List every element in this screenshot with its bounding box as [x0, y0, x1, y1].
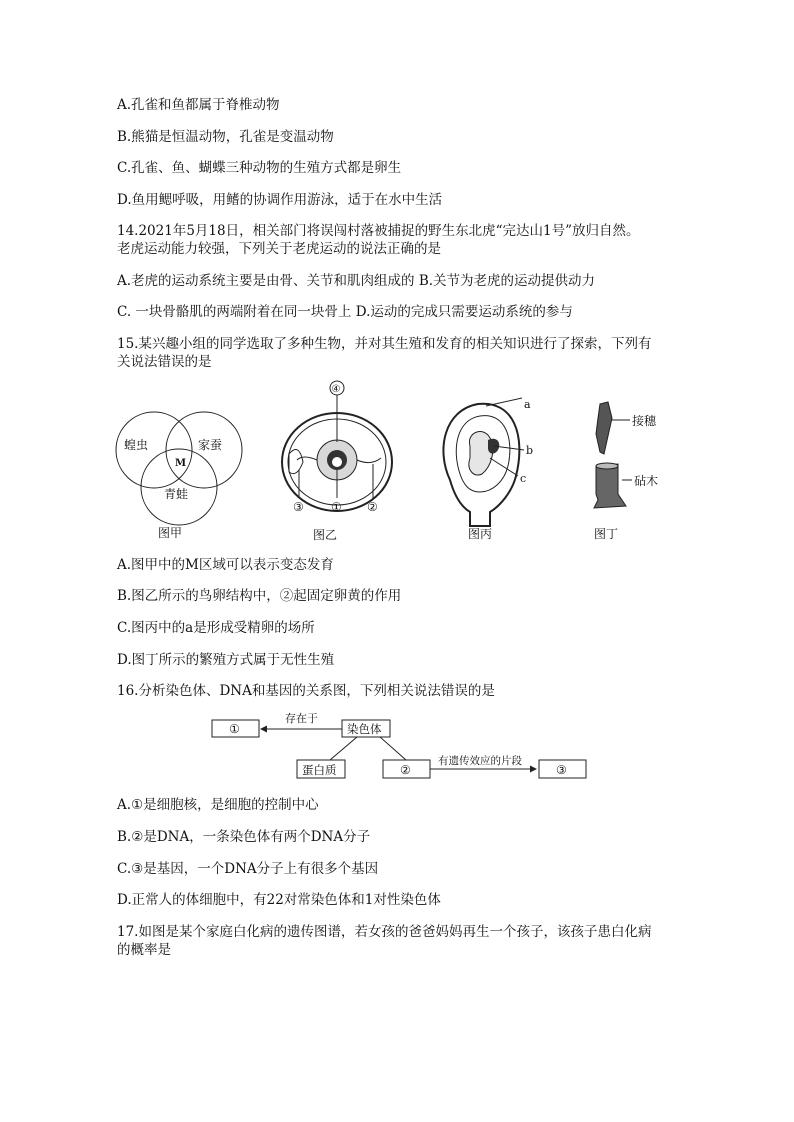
- q13-option-c: C.孔雀、鱼、蝴蝶三种动物的生殖方式都是卵生: [117, 160, 402, 176]
- figure-ding: [578, 396, 688, 546]
- air-cell: [289, 450, 303, 474]
- q16-option-c: C.③是基因，一个DNA分子上有很多个基因: [117, 861, 379, 877]
- venn-set1-label: 蝗虫: [124, 438, 149, 452]
- q15-option-c: C.图丙中的a是形成受精卵的场所: [117, 620, 315, 636]
- q13-option-a: A.孔雀和鱼都属于脊椎动物: [117, 97, 280, 113]
- venn-set2-label: 家蚕: [198, 438, 223, 452]
- q16-option-b: B.②是DNA，一条染色体有两个DNA分子: [117, 829, 371, 845]
- rootstock-cut: [596, 463, 618, 469]
- q14-stem-line1: 14.2021年5月18日，相关部门将误闯村落被捕捉的野生东北虎“完达山1号”放归自然。: [117, 223, 640, 239]
- figure-jia-caption: 图甲: [158, 526, 183, 540]
- q16-stem: 16.分析染色体、DNA和基因的关系图，下列相关说法错误的是: [117, 683, 495, 699]
- embryo-center: [332, 457, 342, 467]
- connector-dna: [380, 737, 406, 760]
- q14-stem-line2: 老虎运动能力较强，下列关于老虎运动的说法正确的是: [117, 241, 441, 257]
- q16-option-d: D.正常人的体细胞中，有22对常染色体和1对性染色体: [117, 892, 441, 908]
- q15-option-b: B.图乙所示的鸟卵结构中，②起固定卵黄的作用: [117, 588, 402, 604]
- figure-yi: [275, 380, 400, 545]
- box-protein-label: 蛋白质: [302, 763, 337, 777]
- q15-option-a: A.图甲中的M区域可以表示变态发育: [117, 557, 334, 573]
- figure-jia: [112, 395, 262, 545]
- label-4: ④: [331, 384, 341, 395]
- chalaza-left: [297, 457, 317, 460]
- q15-stem-line1: 15.某兴趣小组的同学选取了多种生物，并对其生殖和发育的相关知识进行了探索，下列有: [117, 336, 652, 352]
- label-c: c: [520, 472, 527, 485]
- label-b: b: [526, 444, 534, 457]
- label-2: ②: [367, 500, 378, 514]
- arrow-exists-in-label: 存在于: [285, 712, 318, 725]
- fetus: [469, 432, 493, 475]
- figure-ding-caption: 图丁: [594, 527, 619, 541]
- q14-options-line2: C. 一块骨骼肌的两端附着在同一块骨上 D.运动的完成只需要运动系统的参与: [117, 304, 573, 320]
- box-1-label: ①: [229, 722, 240, 736]
- box-chromosome-label: 染色体: [347, 722, 382, 736]
- q15-stem-line2: 关说法错误的是: [117, 354, 212, 370]
- box-2-label: ②: [400, 763, 411, 777]
- chalaza-right: [357, 458, 381, 463]
- q14-options-line1: A.老虎的运动系统主要是由骨、关节和肌肉组成的 B.关节为老虎的运动提供动力: [117, 273, 596, 289]
- figure-bing-caption: 图丙: [468, 527, 493, 541]
- label-3: ③: [293, 500, 304, 514]
- figure-yi-caption: 图乙: [313, 528, 338, 542]
- label-stock: 砧木: [634, 474, 659, 488]
- venn-set3-label: 青蛙: [164, 487, 189, 501]
- rootstock: [594, 464, 626, 508]
- figure-bing: [430, 396, 542, 546]
- q15-option-d: D.图丁所示的繁殖方式属于无性生殖: [117, 652, 335, 668]
- label-a: a: [524, 398, 531, 411]
- connector-protein: [330, 737, 357, 760]
- q16-option-a: A.①是细胞核，是细胞的控制中心: [117, 797, 319, 813]
- chromosome-dna-gene-diagram: [205, 708, 595, 784]
- q17-stem-line2: 的概率是: [117, 942, 171, 958]
- leader-c: [490, 458, 518, 476]
- label-1: ①: [331, 500, 342, 514]
- q13-option-b: B.熊猫是恒温动物，孔雀是变温动物: [117, 129, 334, 145]
- arrow-genetic-segment-label: 有遗传效应的片段: [438, 755, 522, 767]
- venn-center-label: M: [175, 458, 187, 469]
- box-3-label: ③: [556, 763, 567, 777]
- q17-stem-line1: 17.如图是某个家庭白化病的遗传图谱，若女孩的爸爸妈妈再生一个孩子，该孩子患白化病: [117, 924, 652, 940]
- label-scion: 接穗: [632, 414, 657, 428]
- leader-a: [486, 398, 522, 406]
- q13-option-d: D.鱼用鳃呼吸，用鳍的协调作用游泳，适于在水中生活: [117, 192, 443, 208]
- scion: [596, 402, 612, 454]
